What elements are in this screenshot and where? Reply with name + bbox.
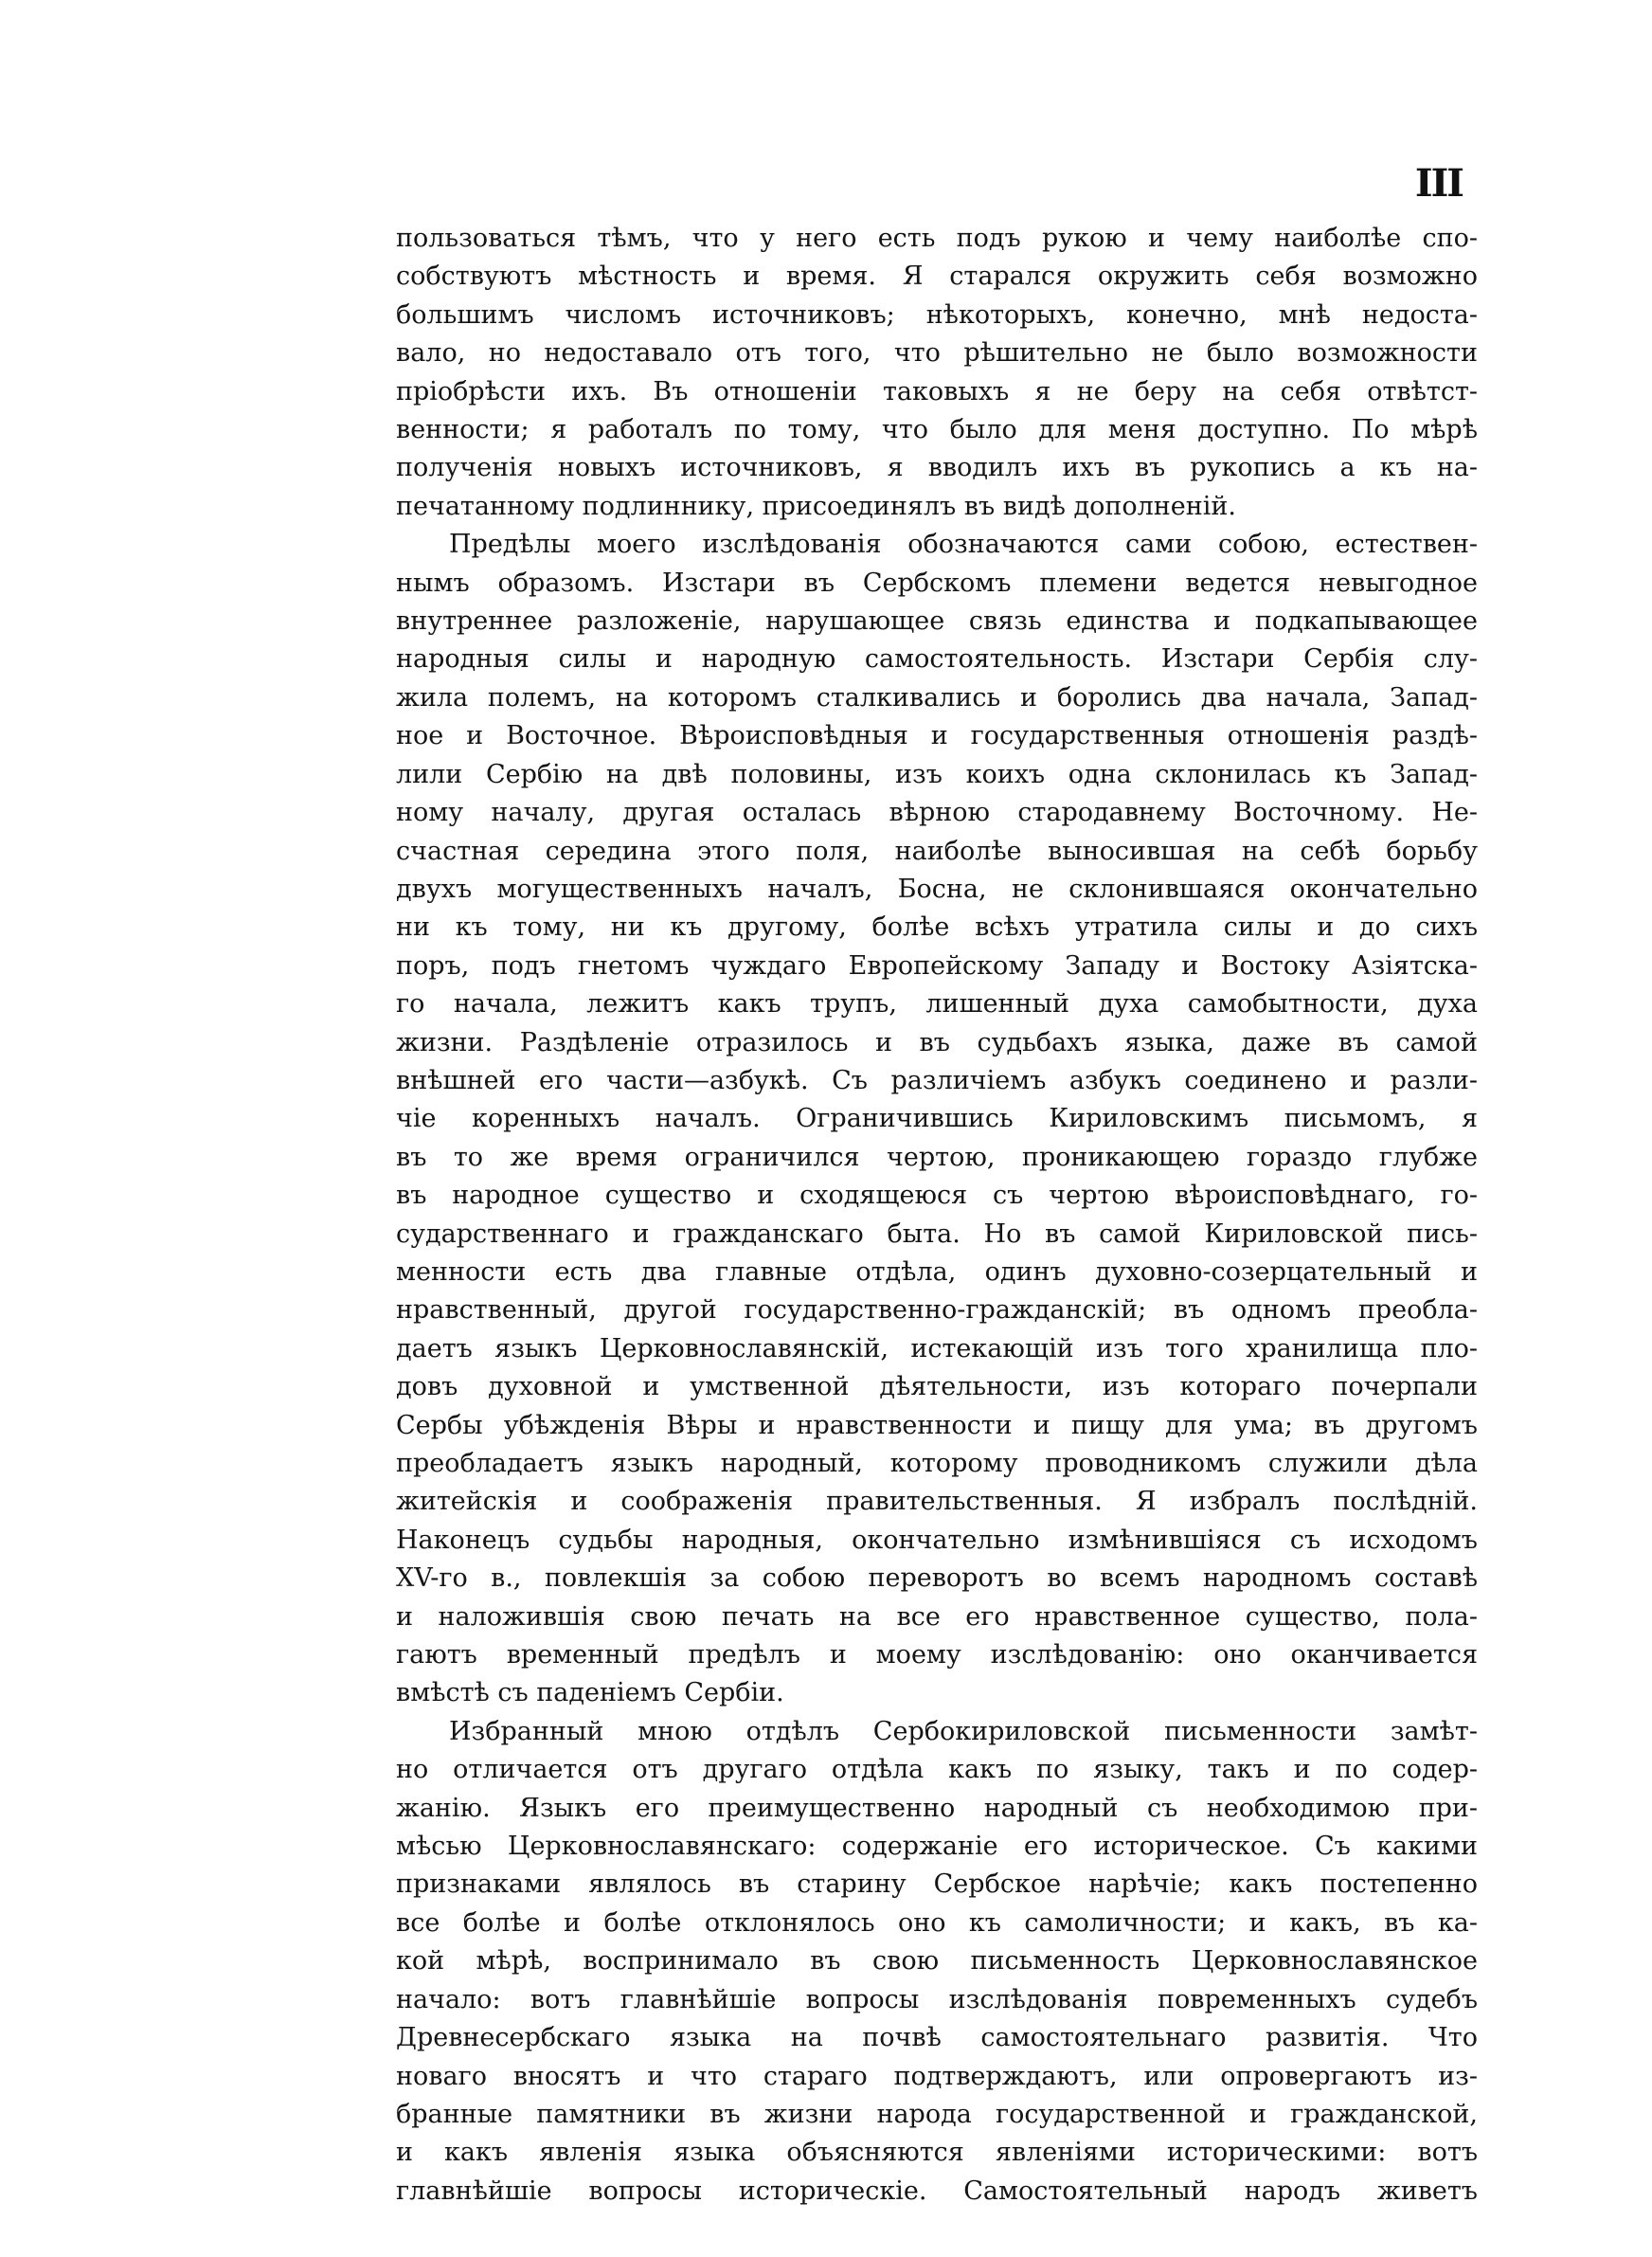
text-line: жанію. Языкъ его преимущественно народный съ необходимою при- bbox=[396, 1793, 1478, 1823]
text-line: Сербы убѣжденія Вѣры и нравственности и пищу для ума; въ другомъ bbox=[396, 1410, 1478, 1440]
text-line: лили Сербію на двѣ половины, изъ коихъ одна склонилась къ Запад- bbox=[396, 759, 1478, 789]
text-line: нымъ образомъ. Изстари въ Сербскомъ племени ведется невыгодное bbox=[396, 568, 1478, 598]
text-line: начало: вотъ главнѣйшіе вопросы изслѣдованія повременныхъ судебъ bbox=[396, 1984, 1478, 2014]
text-line: счастная середина этого поля, наиболѣе выносившая на себѣ борьбу bbox=[396, 836, 1478, 866]
text-line: внутреннее разложеніе, нарушающее связь единства и подкапывающее bbox=[396, 606, 1478, 637]
text-line: въ то же время ограничился чертою, проникающею гораздо глубже bbox=[396, 1142, 1478, 1172]
text-column bbox=[396, 220, 1478, 2211]
text-line: вало, но недоставало отъ того, что рѣшительно не было возможности bbox=[396, 338, 1478, 369]
text-line: Избранный мною отдѣлъ Сербокириловской письменности замѣт- bbox=[449, 1716, 1478, 1746]
text-line: венности; я работалъ по тому, что было для меня доступно. По мѣрѣ bbox=[396, 415, 1478, 445]
text-line: признаками являлось въ старину Сербское нарѣчіе; какъ постепенно bbox=[396, 1869, 1478, 1900]
text-line: печатанному подлиннику, присоединялъ въ видѣ дополненій. bbox=[396, 491, 1236, 521]
text-line: и какъ явленія языка объясняются явленіями историческими: вотъ bbox=[396, 2138, 1478, 2168]
text-line: въ народное существо и сходящеюся съ чертою вѣроисповѣднаго, го- bbox=[396, 1181, 1478, 1211]
text-line: главнѣйшіе вопросы историческіе. Самостоятельный народъ живетъ bbox=[396, 2176, 1478, 2206]
text-line: ному началу, другая осталась вѣрною стародавнему Восточному. Не- bbox=[396, 798, 1478, 828]
text-line: но отличается отъ другаго отдѣла какъ по языку, такъ и по содер- bbox=[396, 1755, 1478, 1785]
text-line: ное и Восточное. Вѣроисповѣдныя и государственныя отношенія раздѣ- bbox=[396, 721, 1478, 751]
text-line: житейскія и соображенія правительственныя. Я избралъ послѣдній. bbox=[396, 1487, 1478, 1517]
text-line: чіе коренныхъ началъ. Ограничившись Кириловскимъ письмомъ, я bbox=[396, 1104, 1478, 1134]
text-line: кой мѣрѣ, воспринимало въ свою письменность Церковнославянское bbox=[396, 1946, 1478, 1977]
text-line: гаютъ временный предѣлъ и моему изслѣдованію: оно оканчивается bbox=[396, 1640, 1478, 1670]
text-line: все болѣе и болѣе отклонялось оно къ самоличности; и какъ, въ ка- bbox=[396, 1907, 1478, 1938]
paragraph-3 bbox=[396, 1713, 1478, 2211]
text-line: менности есть два главные отдѣла, одинъ духовно-созерцательный и bbox=[396, 1256, 1478, 1287]
paragraph-2 bbox=[396, 526, 1478, 1713]
text-line: XV-го в., повлекшія за собою переворотъ во всемъ народномъ составѣ bbox=[396, 1563, 1478, 1594]
text-line: внѣшней его части—азбукѣ. Съ различіемъ азбукъ соединено и разли- bbox=[396, 1065, 1478, 1095]
text-line: большимъ числомъ источниковъ; нѣкоторыхъ, конечно, мнѣ недоста- bbox=[396, 299, 1478, 330]
text-line: Предѣлы моего изслѣдованія обозначаются сами собою, естествен- bbox=[449, 530, 1478, 560]
text-line: мѣсью Церковнославянскаго: содержаніе его историческое. Съ какими bbox=[396, 1832, 1478, 1862]
text-line: Древнесербскаго языка на почвѣ самостоятельнаго развитія. Что bbox=[396, 2023, 1478, 2053]
text-line: полученія новыхъ источниковъ, я вводилъ ихъ въ рукопись а къ на- bbox=[396, 453, 1478, 483]
page-number: III bbox=[1414, 161, 1463, 206]
text-line: преобладаетъ языкъ народный, которому проводникомъ служили дѣла bbox=[396, 1449, 1478, 1478]
text-line: ни къ тому, ни къ другому, болѣе всѣхъ утратила силы и до сихъ bbox=[396, 912, 1478, 943]
text-line: двухъ могущественныхъ началъ, Босна, не склонившаяся окончательно bbox=[396, 874, 1478, 904]
text-line: жизни. Раздѣленіе отразилось и въ судьбахъ языка, даже въ самой bbox=[396, 1027, 1478, 1057]
text-line: го начала, лежитъ какъ трупъ, лишенный духа самобытности, духа bbox=[396, 989, 1478, 1020]
text-line: Наконецъ судьбы народныя, окончательно измѣнившіяся съ исходомъ bbox=[396, 1525, 1478, 1555]
text-line: даетъ языкъ Церковнославянскій, истекающій изъ того хранилища пло- bbox=[396, 1333, 1478, 1363]
text-line: собствуютъ мѣстность и время. Я старался окружить себя возможно bbox=[396, 262, 1478, 292]
text-line: пріобрѣсти ихъ. Въ отношеніи таковыхъ я не беру на себя отвѣтст- bbox=[396, 376, 1478, 406]
text-line: сударственнаго и гражданскаго быта. Но въ самой Кириловской пись- bbox=[396, 1219, 1478, 1249]
text-line: народныя силы и народную самостоятельность. Изстари Сербія слу- bbox=[396, 644, 1478, 675]
text-line: жила полемъ, на которомъ сталкивались и боролись два начала, Запад- bbox=[396, 682, 1478, 713]
text-line: пользоваться тѣмъ, что у него есть подъ рукою и чему наиболѣе спо- bbox=[396, 224, 1478, 253]
text-line: поръ, подъ гнетомъ чуждаго Европейскому Западу и Востоку Азіятска- bbox=[396, 950, 1478, 981]
text-line: вмѣстѣ съ паденіемъ Сербіи. bbox=[396, 1678, 784, 1708]
text-line: бранные памятники въ жизни народа государственной и гражданской, bbox=[396, 2099, 1478, 2129]
paragraph-1 bbox=[396, 220, 1478, 526]
text-line: довъ духовной и умственной дѣятельности, изъ котораго почерпали bbox=[396, 1372, 1478, 1402]
text-line: нравственный, другой государственно-гражданскій; въ одномъ преобла- bbox=[396, 1295, 1478, 1326]
text-line: и наложившія свою печать на все его нравственное существо, пола- bbox=[396, 1601, 1478, 1632]
text-line: новаго вносятъ и что стараго подтверждаютъ, или опровергаютъ из- bbox=[396, 2061, 1478, 2091]
